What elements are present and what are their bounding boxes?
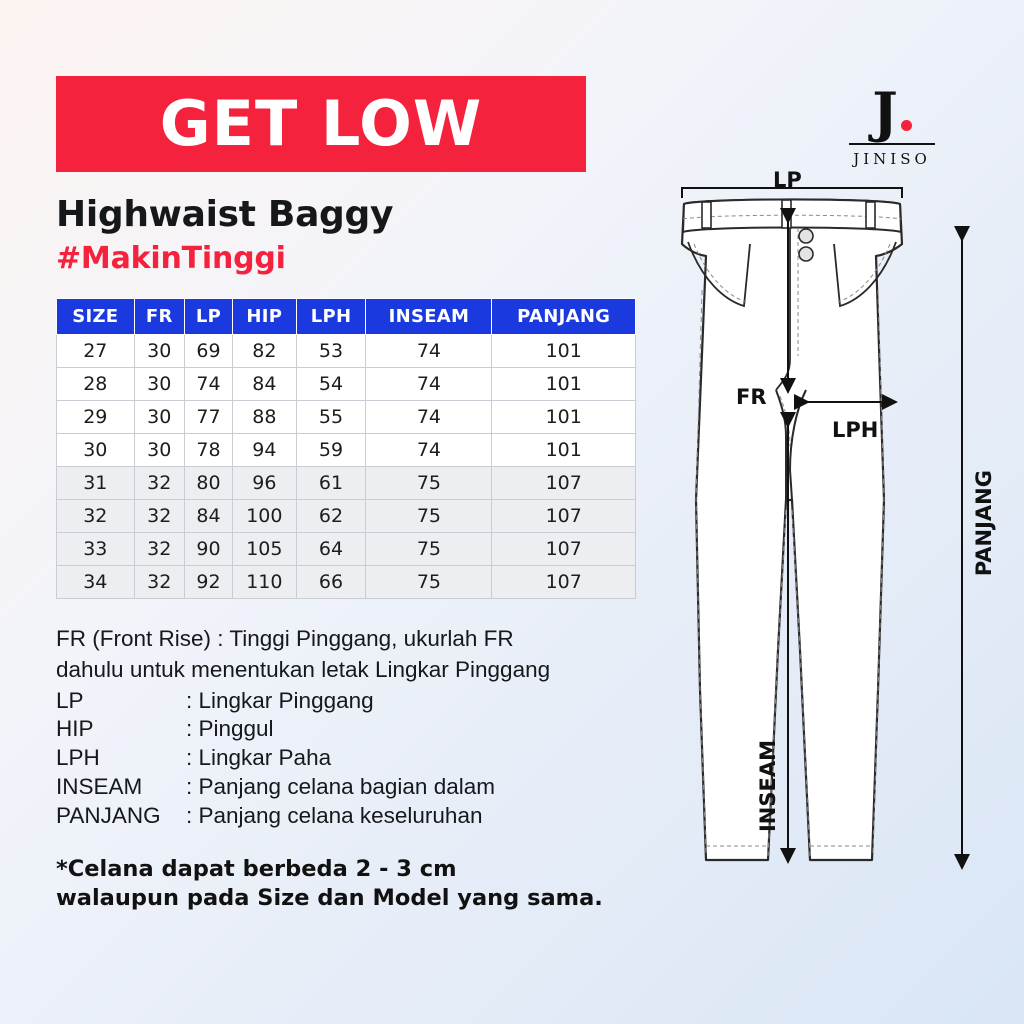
cell-hip: 82: [233, 335, 297, 368]
note-line-2: walaupun pada Size dan Model yang sama.: [56, 884, 603, 911]
cell-fr: 30: [134, 368, 184, 401]
cell-lp: 80: [184, 467, 232, 500]
cell-fr: 32: [134, 533, 184, 566]
cell-inseam: 74: [366, 335, 492, 368]
label-panjang: PANJANG: [972, 470, 996, 577]
column-header-panjang: PANJANG: [492, 299, 636, 335]
logo-letter: J: [872, 80, 898, 144]
cell-panjang: 107: [492, 467, 636, 500]
legend-value: : Panjang celana bagian dalam: [186, 773, 495, 799]
column-header-size: SIZE: [57, 299, 135, 335]
legend-value: : Lingkar Pinggang: [186, 687, 374, 713]
cell-hip: 96: [233, 467, 297, 500]
legend-key: INSEAM: [56, 773, 143, 799]
cell-lph: 61: [296, 467, 366, 500]
logo-dot-icon: [901, 120, 912, 131]
table-row: [57, 434, 636, 467]
legend-item-lp: [56, 687, 656, 716]
table-row: [57, 335, 636, 368]
cell-fr: 30: [134, 434, 184, 467]
cell-panjang: 101: [492, 335, 636, 368]
legend-key: PANJANG: [56, 802, 161, 828]
cell-size: 29: [57, 401, 135, 434]
cell-fr: 30: [134, 401, 184, 434]
size-chart-table: [56, 298, 636, 599]
cell-panjang: 107: [492, 566, 636, 599]
legend-key: HIP: [56, 716, 94, 742]
jeans-technical-drawing: [640, 170, 1020, 940]
label-fr: FR: [736, 385, 767, 409]
cell-inseam: 74: [366, 401, 492, 434]
cell-lph: 55: [296, 401, 366, 434]
cell-lph: 59: [296, 434, 366, 467]
cell-hip: 88: [233, 401, 297, 434]
cell-panjang: 101: [492, 434, 636, 467]
column-header-inseam: INSEAM: [366, 299, 492, 335]
cell-panjang: 101: [492, 401, 636, 434]
logo-wordmark: JINISO: [853, 149, 931, 168]
cell-inseam: 74: [366, 434, 492, 467]
cell-hip: 100: [233, 500, 297, 533]
cell-size: 32: [57, 500, 135, 533]
table-row: [57, 533, 636, 566]
label-lph: LPH: [832, 418, 879, 442]
cell-lph: 66: [296, 566, 366, 599]
table-row: [57, 368, 636, 401]
cell-lp: 77: [184, 401, 232, 434]
jeans-diagram: [640, 170, 1020, 940]
note-line-1: *Celana dapat berbeda 2 - 3 cm: [56, 855, 457, 882]
cell-hip: 110: [233, 566, 297, 599]
legend-key: LP: [56, 687, 84, 713]
table-header-row: [57, 299, 636, 335]
legend-intro-line-2: dahulu untuk menentukan letak Lingkar Pinggang: [56, 656, 551, 682]
cell-panjang: 107: [492, 533, 636, 566]
cell-panjang: 107: [492, 500, 636, 533]
cell-lp: 74: [184, 368, 232, 401]
cell-inseam: 75: [366, 467, 492, 500]
product-subtitle: Highwaist Baggy: [56, 194, 394, 235]
column-header-lp: LP: [184, 299, 232, 335]
cell-size: 33: [57, 533, 135, 566]
cell-fr: 32: [134, 500, 184, 533]
cell-size: 31: [57, 467, 135, 500]
disclaimer-note: [56, 855, 656, 914]
legend-intro-line-1: FR (Front Rise) : Tinggi Pinggang, ukurlah FR: [56, 626, 514, 651]
cell-hip: 105: [233, 533, 297, 566]
banner-title: GET LOW: [159, 87, 483, 160]
cell-inseam: 75: [366, 533, 492, 566]
cell-size: 28: [57, 368, 135, 401]
legend-key: LPH: [56, 745, 100, 771]
cell-hip: 84: [233, 368, 297, 401]
cell-lp: 90: [184, 533, 232, 566]
column-header-hip: HIP: [233, 299, 297, 335]
legend-item-inseam: [56, 773, 656, 802]
column-header-lph: LPH: [296, 299, 366, 335]
legend-value: : Pinggul: [186, 716, 274, 742]
cell-lph: 53: [296, 335, 366, 368]
cell-lp: 78: [184, 434, 232, 467]
cell-hip: 94: [233, 434, 297, 467]
brand-logo: [832, 80, 952, 168]
cell-inseam: 74: [366, 368, 492, 401]
column-header-fr: FR: [134, 299, 184, 335]
cell-size: 34: [57, 566, 135, 599]
legend-item-panjang: [56, 802, 656, 831]
logo-mark: [872, 80, 912, 144]
label-lp: LP: [773, 168, 802, 192]
cell-inseam: 75: [366, 500, 492, 533]
cell-lph: 62: [296, 500, 366, 533]
cell-lph: 64: [296, 533, 366, 566]
cell-fr: 32: [134, 467, 184, 500]
legend-item-lph: [56, 744, 656, 773]
cell-lp: 92: [184, 566, 232, 599]
table-row: [57, 401, 636, 434]
legend-value: : Lingkar Paha: [186, 745, 332, 771]
cell-panjang: 101: [492, 368, 636, 401]
cell-fr: 30: [134, 335, 184, 368]
table-row: [57, 566, 636, 599]
cell-size: 27: [57, 335, 135, 368]
table-row: [57, 467, 636, 500]
cell-inseam: 75: [366, 566, 492, 599]
hashtag-label: #MakinTinggi: [56, 241, 286, 276]
cell-lp: 84: [184, 500, 232, 533]
info-panel: [56, 76, 656, 913]
cell-size: 30: [57, 434, 135, 467]
legend-value: : Panjang celana keseluruhan: [186, 802, 483, 828]
cell-lph: 54: [296, 368, 366, 401]
measurement-legend: [56, 625, 656, 831]
cell-fr: 32: [134, 566, 184, 599]
table-row: [57, 500, 636, 533]
cell-lp: 69: [184, 335, 232, 368]
get-low-banner: [56, 76, 586, 172]
legend-item-hip: [56, 715, 656, 744]
label-inseam: INSEAM: [756, 740, 780, 833]
